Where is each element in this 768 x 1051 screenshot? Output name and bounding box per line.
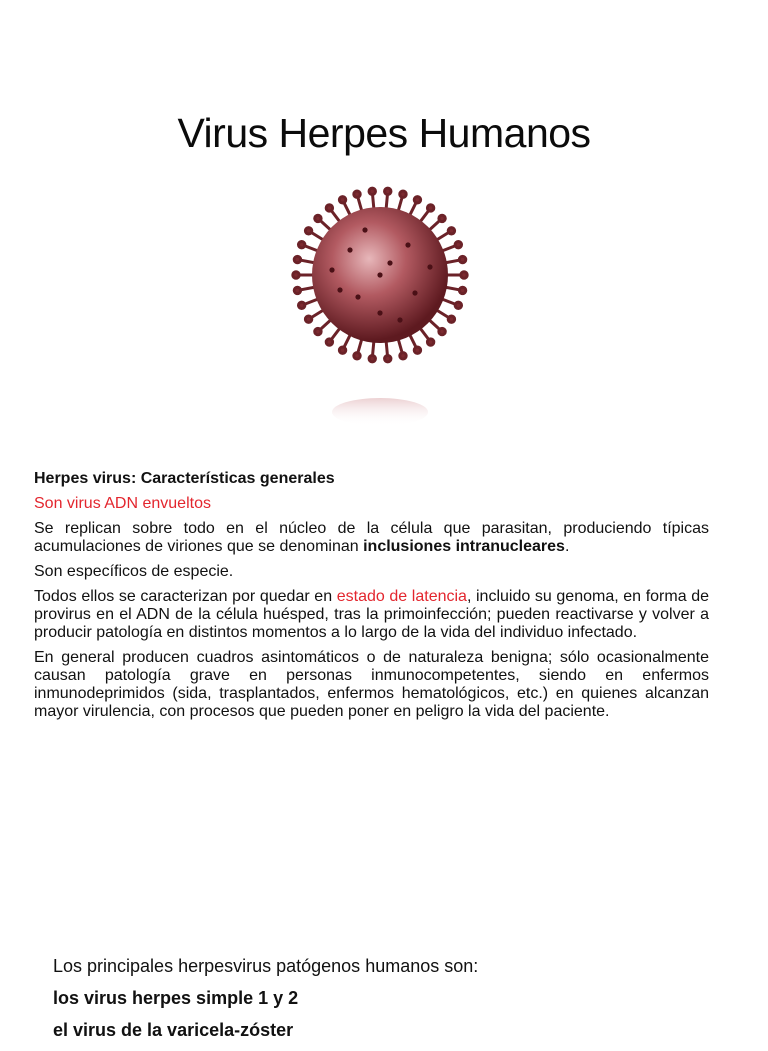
paragraph-species: Son específicos de especie. — [34, 563, 234, 580]
section-heading: Herpes virus: Características generales — [34, 470, 335, 487]
virus-spike-tip — [326, 339, 332, 345]
virus-spike-tip — [385, 188, 391, 194]
virus-spike-tip — [354, 191, 360, 197]
virus-spike-tip — [427, 339, 433, 345]
virus-surface-dot — [347, 247, 352, 252]
paragraph-replication — [34, 520, 709, 556]
virus-surface-dot — [377, 310, 382, 315]
virus-surface-dot — [397, 317, 402, 322]
replication-text: Se replican sobre todo en el núcleo de la célula que parasitan, produciendo típicas acumulaciones de viriones que se denominan — [34, 520, 709, 555]
virus-surface-dot — [377, 272, 382, 277]
virus-spike-tip — [294, 256, 300, 262]
virus-surface-dot — [337, 287, 342, 292]
virus-spike-tip — [339, 347, 345, 353]
latency-text: Todos ellos se caracterizan por quedar en — [34, 588, 337, 605]
paragraph-general: En general producen cuadros asintomáticos o de naturaleza benigna; sólo ocasionalmente causan patología grave en personas inmunocompetentes, siendo en enfermos inmunodeprimidos (sida, trasplantados, enfermos hematológicos, etc.) en quienes alcanzan mayor virulencia, con procesos que pueden poner en peligro la vida del paciente. — [34, 649, 709, 720]
virus-spike-tip — [298, 241, 304, 247]
virus-spike-tip — [427, 205, 433, 211]
virus-spike-tip — [369, 188, 375, 194]
replication-bold-term: inclusiones intranucleares — [363, 538, 565, 555]
virus-surface-dot — [362, 227, 367, 232]
virus-surface-dot — [387, 260, 392, 265]
paragraph-latency — [34, 588, 709, 642]
virus-svg — [270, 180, 490, 430]
virus-surface-dot — [355, 294, 360, 299]
virus-spike-tip — [448, 316, 454, 322]
replication-end: . — [564, 538, 570, 555]
virus-spike-tip — [315, 215, 321, 221]
virus-spike-tip — [400, 191, 406, 197]
latency-red-term: estado de latencia — [336, 588, 467, 605]
virus-spike-tip — [455, 241, 461, 247]
virus-spike-tip — [385, 355, 391, 361]
virus-spike-tip — [369, 355, 375, 361]
list-item: el virus de la varicela-zóster — [53, 1020, 294, 1040]
virus-spike-tip — [448, 228, 454, 234]
highlight-line: Son virus ADN envueltos — [34, 495, 211, 512]
virus-spike-tip — [400, 353, 406, 359]
virus-spike-tip — [326, 205, 332, 211]
virus-surface-dot — [412, 290, 417, 295]
page-title: Virus Herpes Humanos — [177, 110, 591, 156]
virus-spike-tip — [461, 272, 467, 278]
virus-spike-tip — [439, 215, 445, 221]
virus-spike-tip — [414, 197, 420, 203]
virus-spike-tip — [414, 347, 420, 353]
herpes-virus-illustration — [270, 180, 490, 430]
virus-spike-tip — [439, 328, 445, 334]
virus-surface-dot — [405, 242, 410, 247]
virus-spike-tip — [305, 228, 311, 234]
virus-spike-tip — [305, 316, 311, 322]
main-content — [34, 470, 709, 728]
virus-spike-tip — [293, 272, 299, 278]
virus-spike-tip — [294, 287, 300, 293]
virus-spike-tip — [459, 256, 465, 262]
virus-spike-tip — [298, 302, 304, 308]
list-intro: Los principales herpesvirus patógenos humanos son: — [53, 956, 479, 976]
latency-end: , incluido su genoma, en forma de provirus en el ADN de la célula huésped, tras la primoinfección; pueden reactivarse y volver a producir patología en distintos momentos a lo largo de la vida del individuo infectado. — [34, 588, 709, 641]
virus-spike-tip — [315, 328, 321, 334]
herpesvirus-list — [53, 955, 733, 1051]
virus-spike-tip — [459, 287, 465, 293]
virus-surface-dot — [329, 267, 334, 272]
virus-spike-tip — [455, 302, 461, 308]
virus-spike-tip — [354, 353, 360, 359]
virus-spike-tip — [339, 197, 345, 203]
list-item: los virus herpes simple 1 y 2 — [53, 988, 299, 1008]
virus-surface-dot — [427, 264, 432, 269]
